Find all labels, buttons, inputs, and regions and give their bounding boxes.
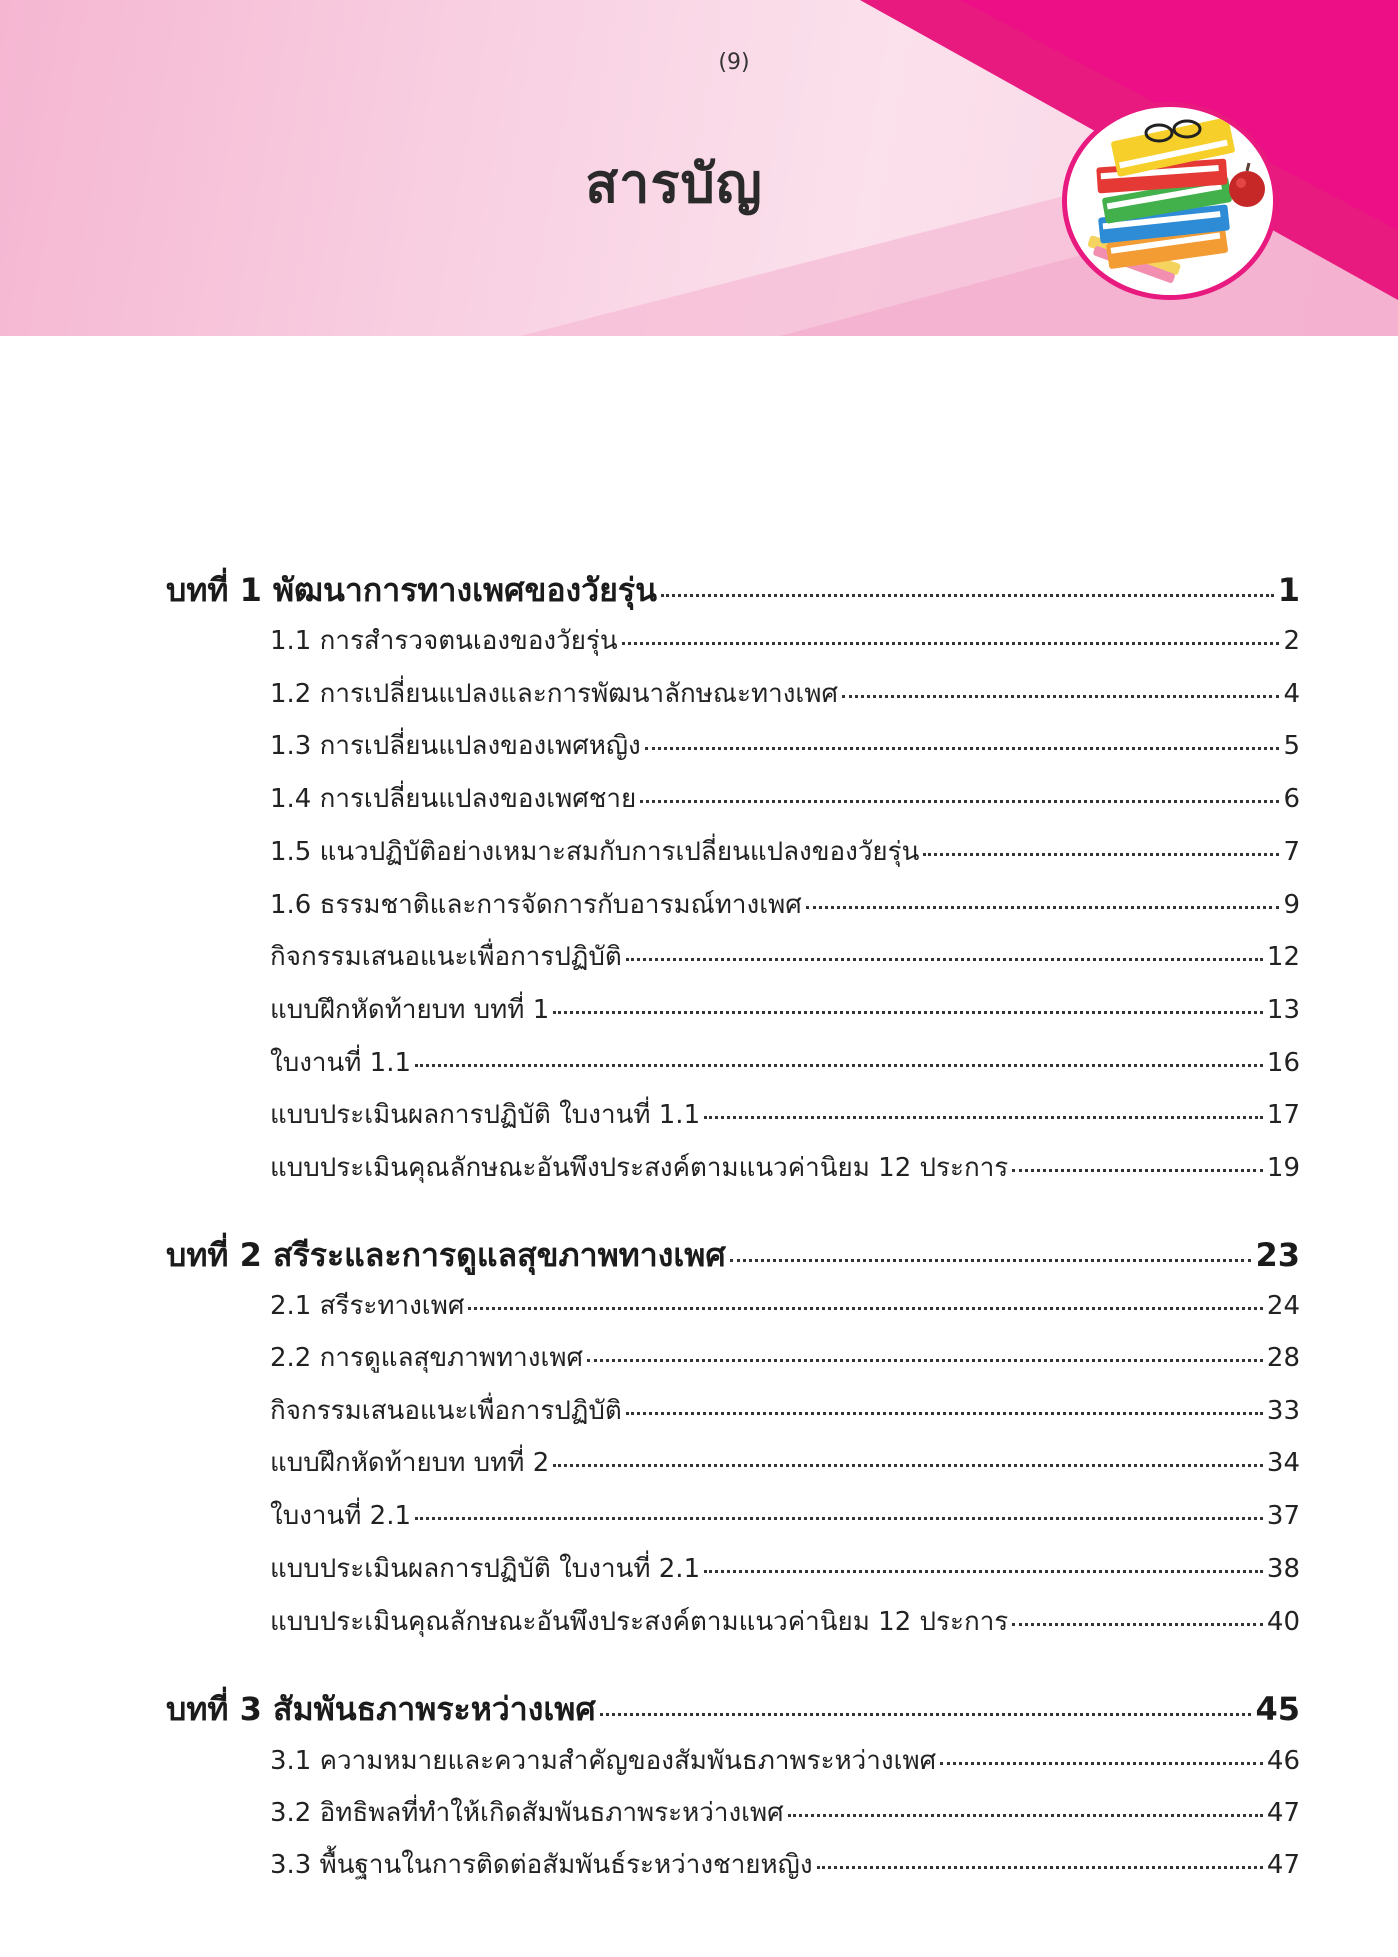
toc-section-entry[interactable] xyxy=(270,1792,1300,1833)
toc-entry-label: 3.1 ความหมายและความสำคัญของสัมพันธภาพระหว่างเพศ xyxy=(270,1746,937,1776)
toc-entry-page-number: 16 xyxy=(1266,1048,1300,1078)
toc-entry-label: บทที่ 2 สรีระและการดูแลสุขภาพทางเพศ xyxy=(166,1236,726,1274)
toc-entry-label: 1.6 ธรรมชาติและการจัดการกับอารมณ์ทางเพศ xyxy=(270,890,802,920)
toc-section-entry[interactable] xyxy=(270,1042,1300,1083)
dot-leader xyxy=(415,1517,1263,1520)
toc-entry-page-number: 45 xyxy=(1255,1690,1300,1728)
dot-leader xyxy=(553,1464,1263,1467)
dot-leader xyxy=(940,1762,1263,1765)
toc-entry-page-number: 19 xyxy=(1266,1153,1300,1183)
toc-entry-page-number: 2 xyxy=(1283,626,1300,656)
dot-leader xyxy=(1012,1169,1263,1172)
toc-entry-label: 3.3 พื้นฐานในการติดต่อสัมพันธ์ระหว่างชายหญิง xyxy=(270,1850,813,1880)
toc-entry-label: 1.4 การเปลี่ยนแปลงของเพศชาย xyxy=(270,784,637,814)
toc-entry-label: บทที่ 3 สัมพันธภาพระหว่างเพศ xyxy=(166,1690,596,1728)
toc-entry-page-number: 1 xyxy=(1277,571,1300,609)
toc-section-entry[interactable] xyxy=(270,884,1300,925)
toc-entry-label: 2.2 การดูแลสุขภาพทางเพศ xyxy=(270,1343,583,1373)
header-banner xyxy=(0,0,1398,336)
books-icon xyxy=(1062,102,1278,300)
dot-leader xyxy=(704,1570,1263,1573)
toc-section-entry[interactable] xyxy=(270,831,1300,872)
toc-section-entry[interactable] xyxy=(270,1844,1300,1885)
dot-leader xyxy=(622,642,1280,645)
dot-leader xyxy=(806,906,1280,909)
toc-entry-label: 1.1 การสำรวจตนเองของวัยรุ่น xyxy=(270,626,618,656)
toc-entry-label: แบบฝึกหัดท้ายบท บทที่ 2 xyxy=(270,1448,550,1478)
toc-section-entry[interactable] xyxy=(270,1390,1300,1431)
toc-entry-label: กิจกรรมเสนอแนะเพื่อการปฏิบัติ xyxy=(270,1396,622,1426)
toc-section-entry[interactable] xyxy=(270,1601,1300,1642)
dot-leader xyxy=(553,1011,1263,1014)
dot-leader xyxy=(817,1866,1263,1869)
dot-leader xyxy=(923,853,1279,856)
toc-section-entry[interactable] xyxy=(270,1442,1300,1483)
toc-chapter-entry[interactable] xyxy=(166,1230,1300,1281)
toc-entry-page-number: 34 xyxy=(1266,1448,1300,1478)
toc-entry-label: ใบงานที่ 1.1 xyxy=(270,1048,412,1078)
toc-entry-label: กิจกรรมเสนอแนะเพื่อการปฏิบัติ xyxy=(270,942,622,972)
toc-entry-page-number: 6 xyxy=(1283,784,1300,814)
toc-entry-page-number: 37 xyxy=(1266,1501,1300,1531)
dot-leader xyxy=(468,1307,1263,1310)
toc-entry-page-number: 24 xyxy=(1266,1291,1300,1321)
toc-entry-label: แบบประเมินผลการปฏิบัติ ใบงานที่ 1.1 xyxy=(270,1100,701,1130)
toc-entry-page-number: 9 xyxy=(1283,890,1300,920)
dot-leader xyxy=(600,1713,1252,1716)
toc-entry-label: 1.2 การเปลี่ยนแปลงและการพัฒนาลักษณะทางเพศ xyxy=(270,679,838,709)
toc-section-entry[interactable] xyxy=(270,725,1300,766)
toc-entry-label: แบบประเมินคุณลักษณะอันพึงประสงค์ตามแนวค่านิยม 12 ประการ xyxy=(270,1607,1009,1637)
toc-entry-label: 1.5 แนวปฏิบัติอย่างเหมาะสมกับการเปลี่ยนแปลงของวัยรุ่น xyxy=(270,837,920,867)
toc-entry-label: 3.2 อิทธิพลที่ทำให้เกิดสัมพันธภาพระหว่างเพศ xyxy=(270,1798,784,1828)
toc-entry-page-number: 7 xyxy=(1283,837,1300,867)
toc-entry-label: แบบฝึกหัดท้ายบท บทที่ 1 xyxy=(270,995,550,1025)
dot-leader xyxy=(626,1412,1263,1415)
toc-entry-label: 1.3 การเปลี่ยนแปลงของเพศหญิง xyxy=(270,731,641,761)
dot-leader xyxy=(788,1814,1263,1817)
toc-entry-page-number: 46 xyxy=(1266,1746,1300,1776)
toc-section-entry[interactable] xyxy=(270,620,1300,661)
toc-section-entry[interactable] xyxy=(270,673,1300,714)
toc-entry-page-number: 28 xyxy=(1266,1343,1300,1373)
toc-entry-page-number: 13 xyxy=(1266,995,1300,1025)
toc-section-entry[interactable] xyxy=(270,1495,1300,1536)
dot-leader xyxy=(645,747,1280,750)
toc-entry-page-number: 5 xyxy=(1283,731,1300,761)
toc-section-entry[interactable] xyxy=(270,989,1300,1030)
toc-section-entry[interactable] xyxy=(270,1548,1300,1589)
toc-entry-page-number: 33 xyxy=(1266,1396,1300,1426)
toc-section-entry[interactable] xyxy=(270,1337,1300,1378)
dot-leader xyxy=(842,695,1279,698)
dot-leader xyxy=(661,594,1274,597)
toc-entry-label: 2.1 สรีระทางเพศ xyxy=(270,1291,465,1321)
dot-leader xyxy=(704,1116,1263,1119)
dot-leader xyxy=(640,800,1279,803)
toc-section-entry[interactable] xyxy=(270,1285,1300,1326)
dot-leader xyxy=(587,1359,1263,1362)
toc-section-entry[interactable] xyxy=(270,1094,1300,1135)
page-title: สารบัญ xyxy=(585,152,763,215)
dot-leader xyxy=(1012,1623,1263,1626)
toc-entry-page-number: 4 xyxy=(1283,679,1300,709)
toc-chapter-entry[interactable] xyxy=(166,1684,1300,1735)
toc-entry-label: แบบประเมินผลการปฏิบัติ ใบงานที่ 2.1 xyxy=(270,1554,701,1584)
toc-entry-page-number: 38 xyxy=(1266,1554,1300,1584)
toc-entry-page-number: 12 xyxy=(1266,942,1300,972)
toc-section-entry[interactable] xyxy=(270,1740,1300,1781)
toc-entry-label: บทที่ 1 พัฒนาการทางเพศของวัยรุ่น xyxy=(166,571,657,609)
toc-chapter-entry[interactable] xyxy=(166,565,1300,616)
toc-entry-page-number: 23 xyxy=(1255,1236,1300,1274)
toc-entry-label: ใบงานที่ 2.1 xyxy=(270,1501,412,1531)
toc-entry-page-number: 47 xyxy=(1266,1798,1300,1828)
dot-leader xyxy=(415,1064,1263,1067)
toc-entry-page-number: 17 xyxy=(1266,1100,1300,1130)
dot-leader xyxy=(626,958,1263,961)
toc-entry-page-number: 40 xyxy=(1266,1607,1300,1637)
toc-section-entry[interactable] xyxy=(270,1147,1300,1188)
toc-section-entry[interactable] xyxy=(270,778,1300,819)
toc-entry-page-number: 47 xyxy=(1266,1850,1300,1880)
toc-entry-label: แบบประเมินคุณลักษณะอันพึงประสงค์ตามแนวค่านิยม 12 ประการ xyxy=(270,1153,1009,1183)
dot-leader xyxy=(730,1259,1252,1262)
page-number: (9) xyxy=(718,50,750,75)
toc-section-entry[interactable] xyxy=(270,936,1300,977)
